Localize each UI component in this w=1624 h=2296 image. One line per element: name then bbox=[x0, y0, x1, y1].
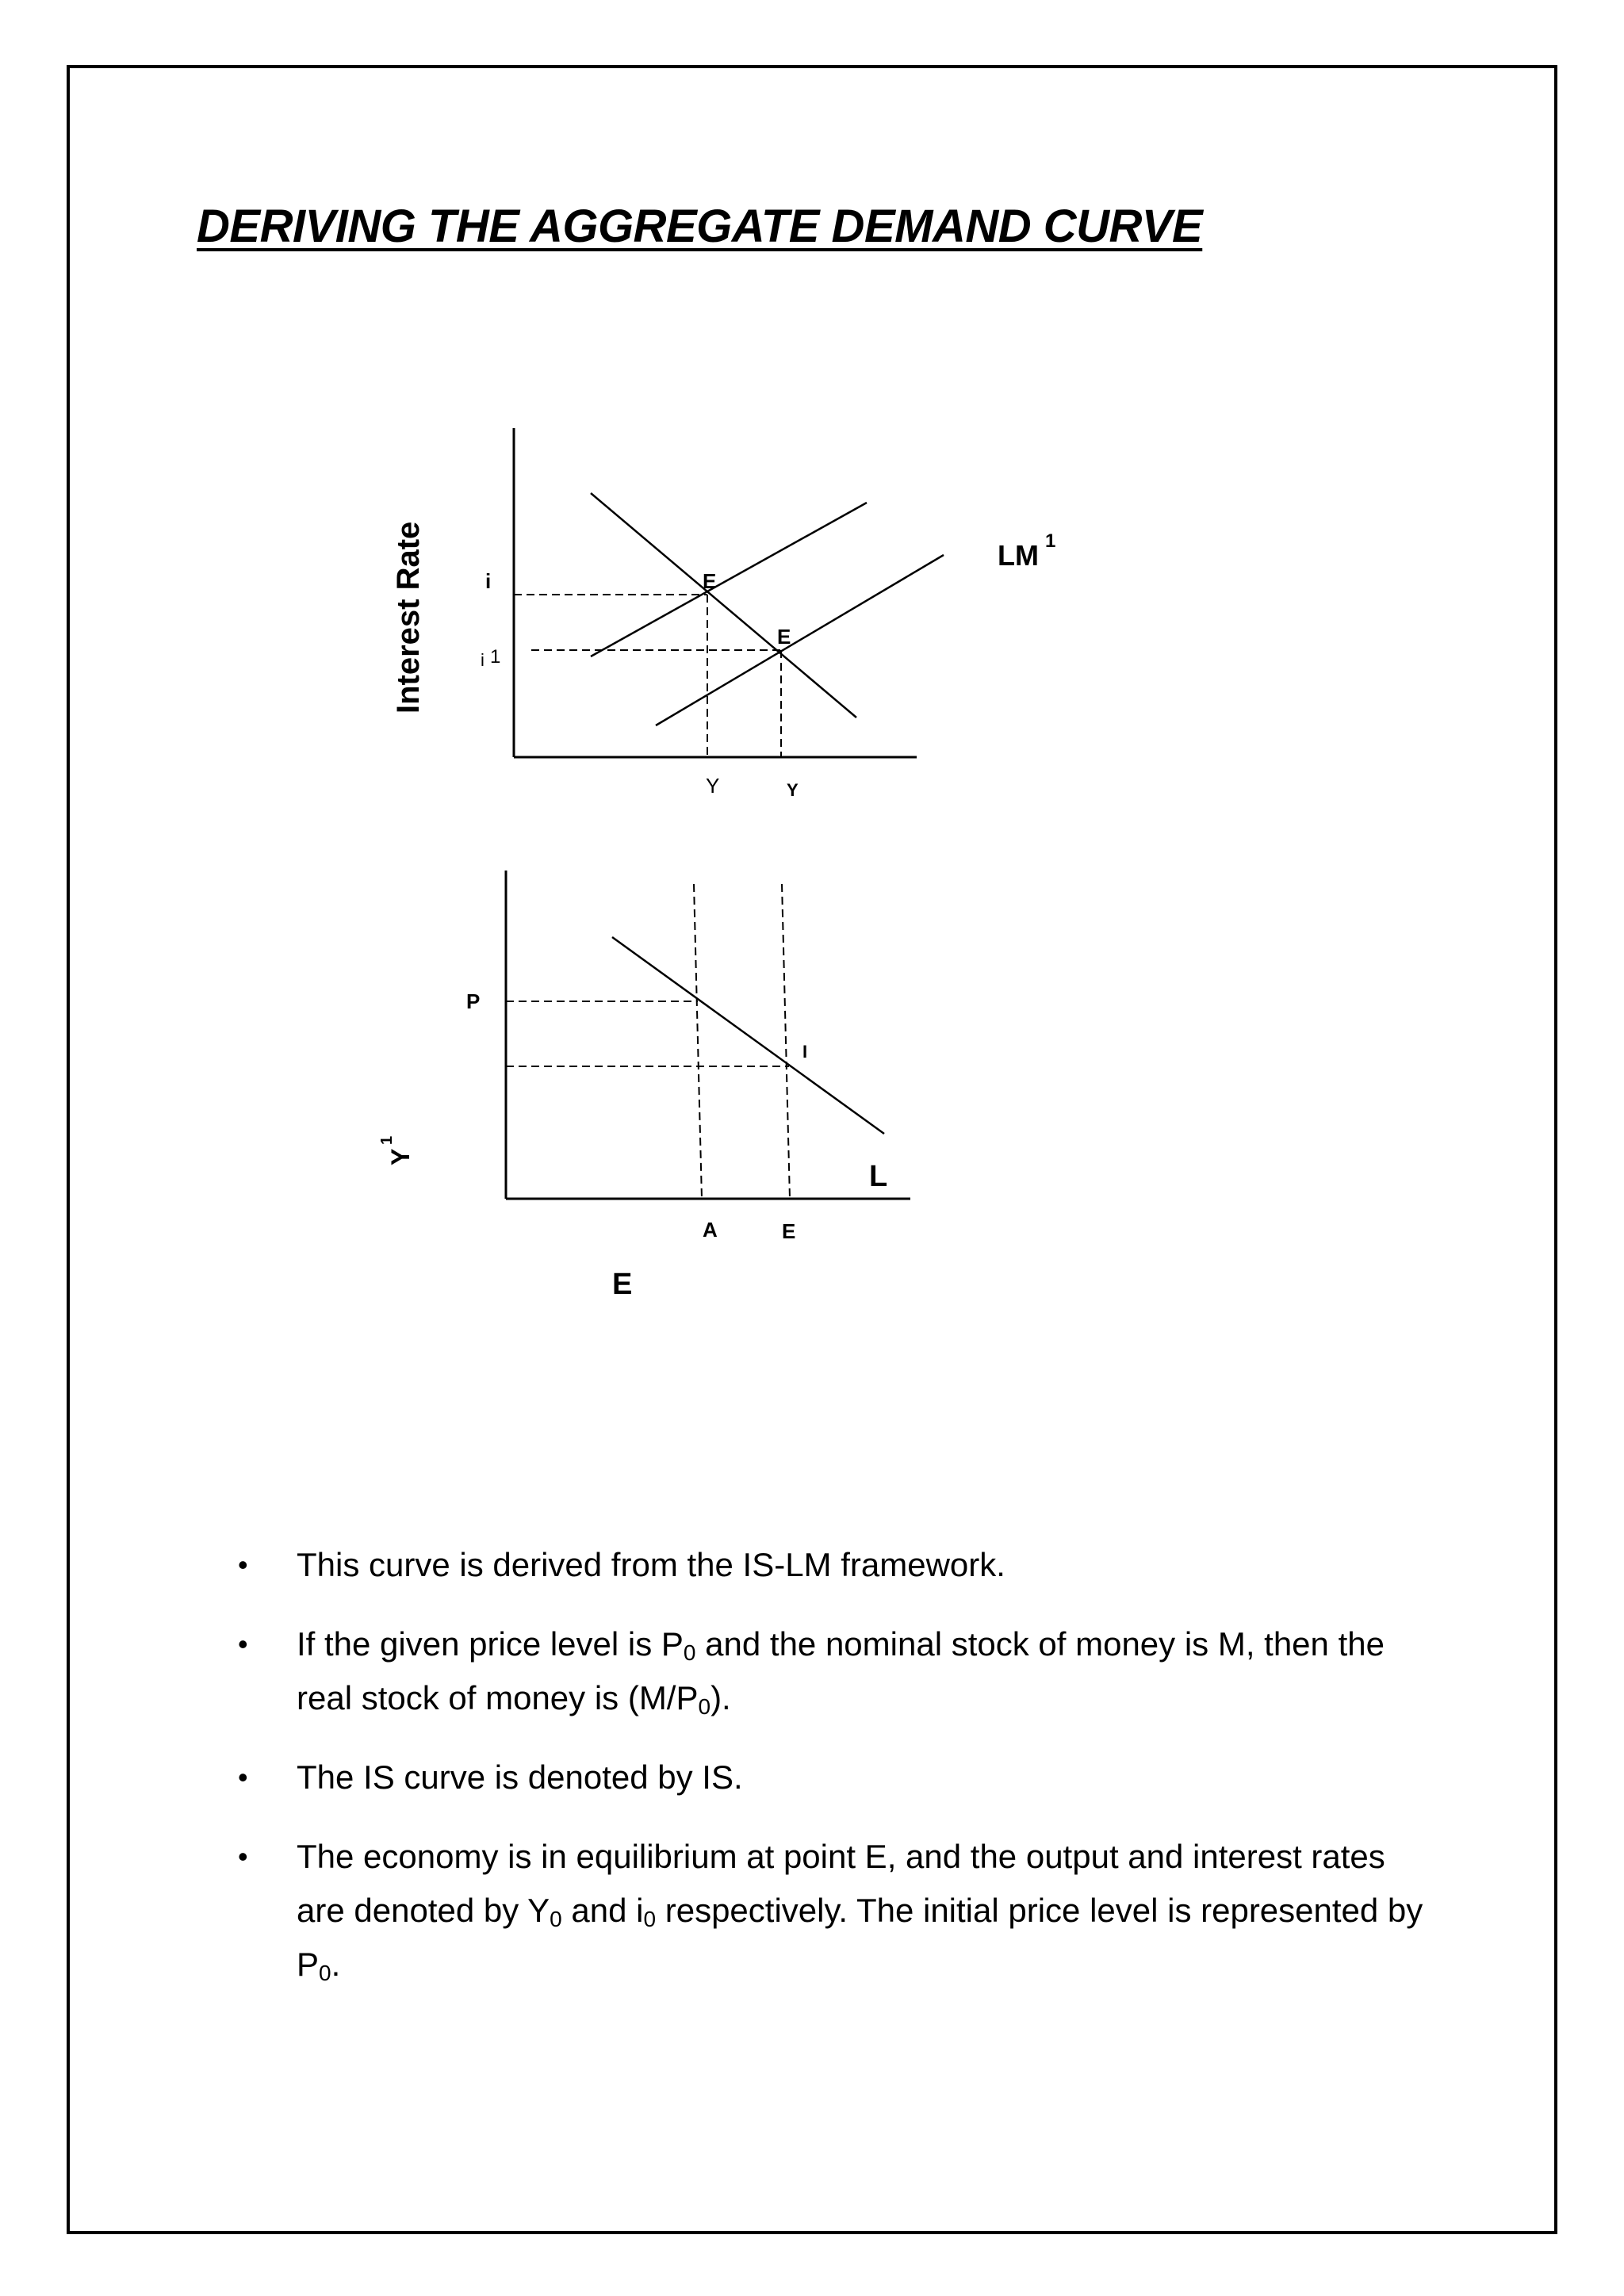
bullet-text: respectively. The initial price level is represented by P bbox=[297, 1892, 1423, 1983]
bullet-dot-icon: • bbox=[238, 1761, 248, 1793]
bullet-text: This curve is derived from the IS-LM framework. bbox=[297, 1546, 1005, 1583]
ad-panel bbox=[506, 871, 910, 1199]
ad-curve-end-label: L bbox=[869, 1160, 888, 1193]
bullet-text: ). bbox=[710, 1679, 731, 1716]
is-curve bbox=[591, 493, 856, 718]
projection-right bbox=[782, 884, 790, 1199]
bullet-item bbox=[238, 1538, 1427, 1592]
bullet-dot-icon: • bbox=[238, 1628, 248, 1660]
ad-side-label: Y bbox=[386, 1148, 415, 1165]
point-e-bottom: E bbox=[777, 625, 791, 649]
bullet-text: . bbox=[331, 1946, 341, 1983]
bullet-text: If the given price level is P bbox=[297, 1625, 684, 1663]
ad-curve-point-label: I bbox=[802, 1042, 808, 1062]
islm-panel bbox=[514, 428, 944, 757]
ad-below-label: E bbox=[612, 1268, 633, 1301]
bullet-item bbox=[238, 1830, 1427, 1992]
bullet-subscript: 0 bbox=[319, 1961, 331, 1985]
bullet-dot-icon: • bbox=[238, 1548, 248, 1581]
rate-tick-bottom: i bbox=[481, 650, 485, 670]
interest-rate-axis-label: Interest Rate bbox=[391, 521, 426, 714]
bullet-dot-icon: • bbox=[238, 1840, 248, 1873]
bullet-subscript: 0 bbox=[683, 1640, 696, 1665]
bullet-item bbox=[238, 1751, 1427, 1804]
bullet-list bbox=[238, 1538, 1427, 2017]
page-title: DERIVING THE AGGREGATE DEMAND CURVE bbox=[197, 201, 1203, 252]
lm1-superscript: 1 bbox=[1045, 530, 1056, 552]
projection-left bbox=[694, 884, 702, 1199]
ad-x-tick-left: A bbox=[703, 1218, 718, 1242]
bullet-text: The IS curve is denoted by IS. bbox=[297, 1758, 743, 1796]
lm1-label: LM bbox=[998, 539, 1039, 572]
ad-side-label-sup: 1 bbox=[378, 1135, 396, 1145]
bullet-subscript: 0 bbox=[643, 1907, 657, 1931]
rate-tick-bottom-sup: 1 bbox=[490, 646, 501, 668]
ad-x-tick-right: E bbox=[782, 1219, 796, 1243]
price-tick-top: P bbox=[466, 989, 481, 1013]
bullet-text: and the nominal stock of money is M, then the real stock of money is (M/P bbox=[297, 1625, 1385, 1716]
rate-tick-top: i bbox=[485, 569, 492, 593]
output-tick-left: Y bbox=[706, 774, 720, 798]
bullet-subscript: 0 bbox=[550, 1907, 562, 1931]
bullet-text: and i bbox=[561, 1892, 644, 1929]
lm1-curve bbox=[656, 555, 944, 725]
lm0-curve bbox=[591, 503, 867, 656]
output-tick-right: Y bbox=[787, 780, 799, 800]
bullet-text: The economy is in equilibrium at point E, and the output and interest rates are denoted by Y bbox=[297, 1838, 1385, 1929]
ad-curve bbox=[612, 937, 884, 1134]
bullet-item bbox=[238, 1617, 1427, 1725]
bullet-subscript: 0 bbox=[698, 1694, 711, 1719]
point-e-top: E bbox=[703, 569, 717, 593]
